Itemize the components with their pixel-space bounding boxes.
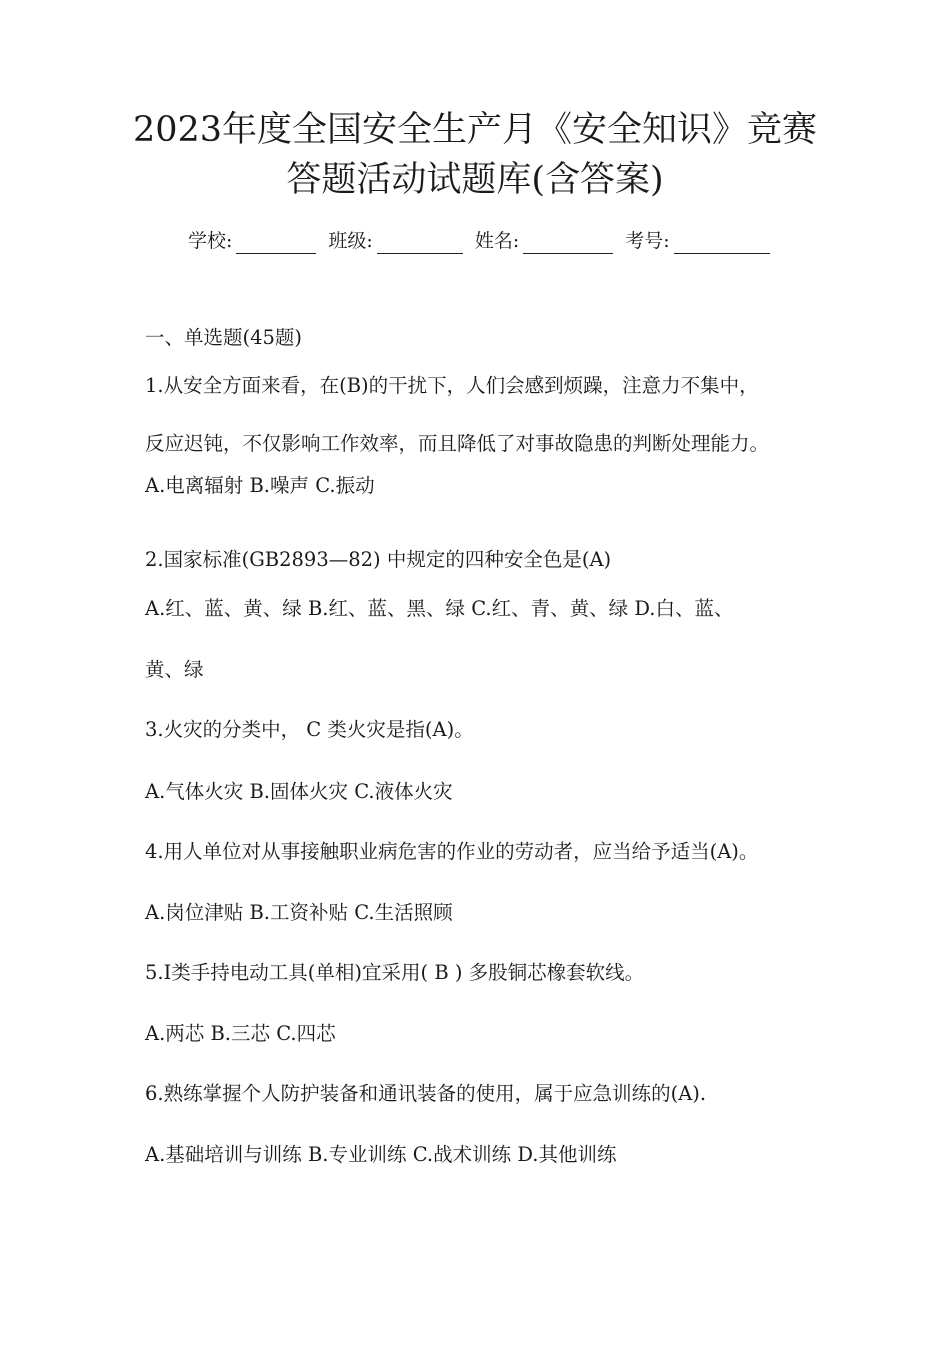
name-label: 姓名: xyxy=(474,230,520,252)
question-6-stem: 6.熟练掌握个人防护装备和通讯装备的使用，属于应急训练的(A). xyxy=(145,1082,707,1105)
name-field xyxy=(475,228,625,254)
school-field xyxy=(188,228,328,254)
student-info-row xyxy=(188,224,782,254)
question-5-options: A.两芯 B.三芯 C.四芯 xyxy=(145,1022,336,1045)
exam-number-label: 考号: xyxy=(625,230,670,252)
question-1-options: A.电离辐射 B.噪声 C.振动 xyxy=(145,474,375,497)
question-1-stem-line-1: 1.从安全方面来看，在(B)的干扰下，人们会感到烦躁，注意力不集中， xyxy=(145,374,759,397)
class-label: 班级: xyxy=(328,230,373,252)
exam-number-blank[interactable] xyxy=(674,229,770,254)
section-heading: 一、单选题(45题) xyxy=(145,326,303,349)
question-4-options: A.岗位津贴 B.工资补贴 C.生活照顾 xyxy=(145,901,453,924)
name-blank[interactable] xyxy=(523,229,613,254)
exam-number-field xyxy=(625,228,781,254)
class-blank[interactable] xyxy=(377,229,463,254)
question-2-options-line-1: A.红、蓝、黄、绿 B.红、蓝、黑、绿 C.红、青、黄、绿 D.白、蓝、 xyxy=(145,597,734,620)
question-1-stem-line-2: 反应迟钝，不仅影响工作效率，而且降低了对事故隐患的判断处理能力。 xyxy=(145,432,770,455)
question-2-stem: 2.国家标准(GB2893—82) 中规定的四种安全色是(A) xyxy=(145,548,612,571)
school-label: 学校: xyxy=(188,230,233,252)
document-title-line-2: 答题活动试题库(含答案) xyxy=(286,160,664,200)
question-6-options: A.基础培训与训练 B.专业训练 C.战术训练 D.其他训练 xyxy=(145,1143,617,1166)
question-2-options-line-2: 黄、绿 xyxy=(145,658,204,681)
question-5-stem: 5.I类手持电动工具(单相)宜采用( B ) 多股铜芯橡套软线。 xyxy=(145,961,645,984)
document-title-line-1: 2023年度全国安全生产月《安全知识》竞赛 xyxy=(132,110,818,150)
school-blank[interactable] xyxy=(236,229,316,254)
question-3-stem: 3.火灾的分类中， C 类火灾是指(A)。 xyxy=(145,718,474,741)
question-3-options: A.气体火灾 B.固体火灾 C.液体火灾 xyxy=(145,780,453,803)
class-field xyxy=(328,228,474,254)
question-4-stem: 4.用人单位对从事接触职业病危害的作业的劳动者，应当给予适当(A)。 xyxy=(145,840,759,863)
